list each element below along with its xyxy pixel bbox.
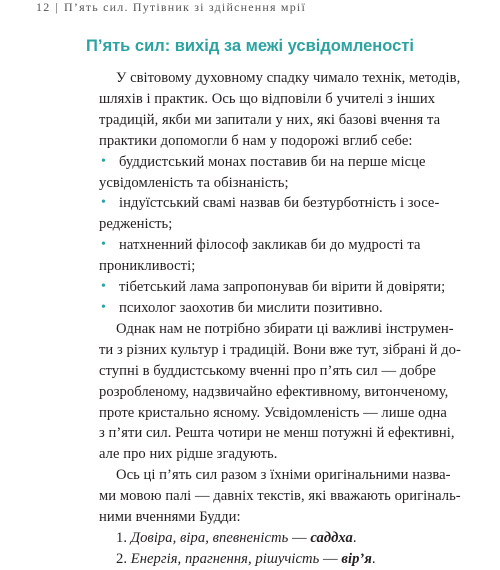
bullet-dot-icon: • (101, 279, 106, 295)
text-line: проникливості; (99, 258, 196, 275)
bullet-text: індуїстський свамі назвав би безтурботність і зосе- (119, 195, 440, 212)
power-term: Довіра, віра, впевненість (130, 529, 289, 546)
dash: — (291, 529, 307, 546)
text-line: ти з різних культур і традицій. Вони вже тут, зібрані й до- (99, 341, 461, 358)
pali-term: саддха (310, 529, 353, 546)
bullet-text: психолог заохотив би мислити позитивно. (119, 299, 383, 316)
text-line: з п’яти сил. Решта чотири не менш потужні й ефективні, (99, 425, 455, 442)
running-head (36, 0, 306, 15)
text-line: традицій, якби ми запитали у них, які базові вчення та (99, 111, 441, 128)
numbered-item (99, 549, 417, 570)
text-line: усвідомленість та обізнаність; (99, 174, 289, 191)
section-title: П’ять сил: вихід за межі усвідомленості (86, 37, 414, 55)
text-line: редженість; (99, 216, 173, 233)
bullet-dot-icon: • (101, 299, 106, 315)
power-term: Енергія, прагнення, рішучість (130, 550, 320, 567)
item-end: . (352, 529, 357, 546)
bullet-item (99, 235, 421, 256)
paragraph-five-powers (99, 465, 461, 528)
text-line: ми мовою палі — давніх текстів, які вважають оригіналь- (99, 488, 461, 505)
bullet-dot-icon: • (101, 153, 106, 169)
bullet-item (99, 298, 417, 319)
text-line: практики допомогли б нам у подорожі вглиб себе: (99, 132, 413, 149)
numbered-list (99, 528, 417, 570)
bullet-item (99, 277, 446, 298)
running-head-separator: | (55, 0, 60, 14)
paragraph-intro (99, 68, 461, 152)
text-line: У світовому духовному спадку чимало технік, методів, (116, 70, 461, 86)
text-line: Ось ці п’ять сил разом з їхніми оригінальними назва- (116, 467, 451, 484)
book-title: П’ять сил. Путівник зі здійснення мрії (64, 0, 306, 14)
text-line: шляхів і практик. Ось що відповіли б учителі з інших (99, 90, 436, 107)
numbered-item (99, 528, 417, 549)
pali-term: вір’я (341, 550, 372, 567)
bullet-item (99, 193, 440, 214)
bullet-list (99, 152, 446, 319)
bullet-dot-icon: • (101, 237, 106, 253)
body-text (99, 68, 461, 570)
bullet-item (99, 152, 426, 173)
item-number: 2. (116, 550, 128, 567)
bullet-text: буддистський монах поставив би на перше місце (119, 153, 426, 170)
text-line: але про них рідше згадують. (99, 446, 278, 463)
page-number: 12 (36, 0, 51, 14)
dash: — (323, 550, 338, 567)
text-line: ступні в буддистському вченні про п’ять сил — добре (99, 362, 436, 379)
text-line: Однак нам не потрібно збирати ці важливі інструмен- (116, 320, 454, 337)
item-end: . (371, 550, 376, 567)
text-line: проте кристально ясному. Усвідомленість — лише одна (99, 404, 447, 421)
paragraph-tools (99, 319, 461, 465)
item-number: 1. (116, 529, 128, 546)
text-line: розробленому, надзвичайно ефективному, витонченому, (99, 383, 449, 400)
bullet-text: натхненний філософ закликав би до мудрості та (119, 237, 421, 254)
bullet-dot-icon: • (101, 195, 106, 211)
bullet-text: тібетський лама запропонував би вірити й довіряти; (119, 279, 446, 296)
text-line: ними вченнями Будди: (99, 509, 241, 526)
